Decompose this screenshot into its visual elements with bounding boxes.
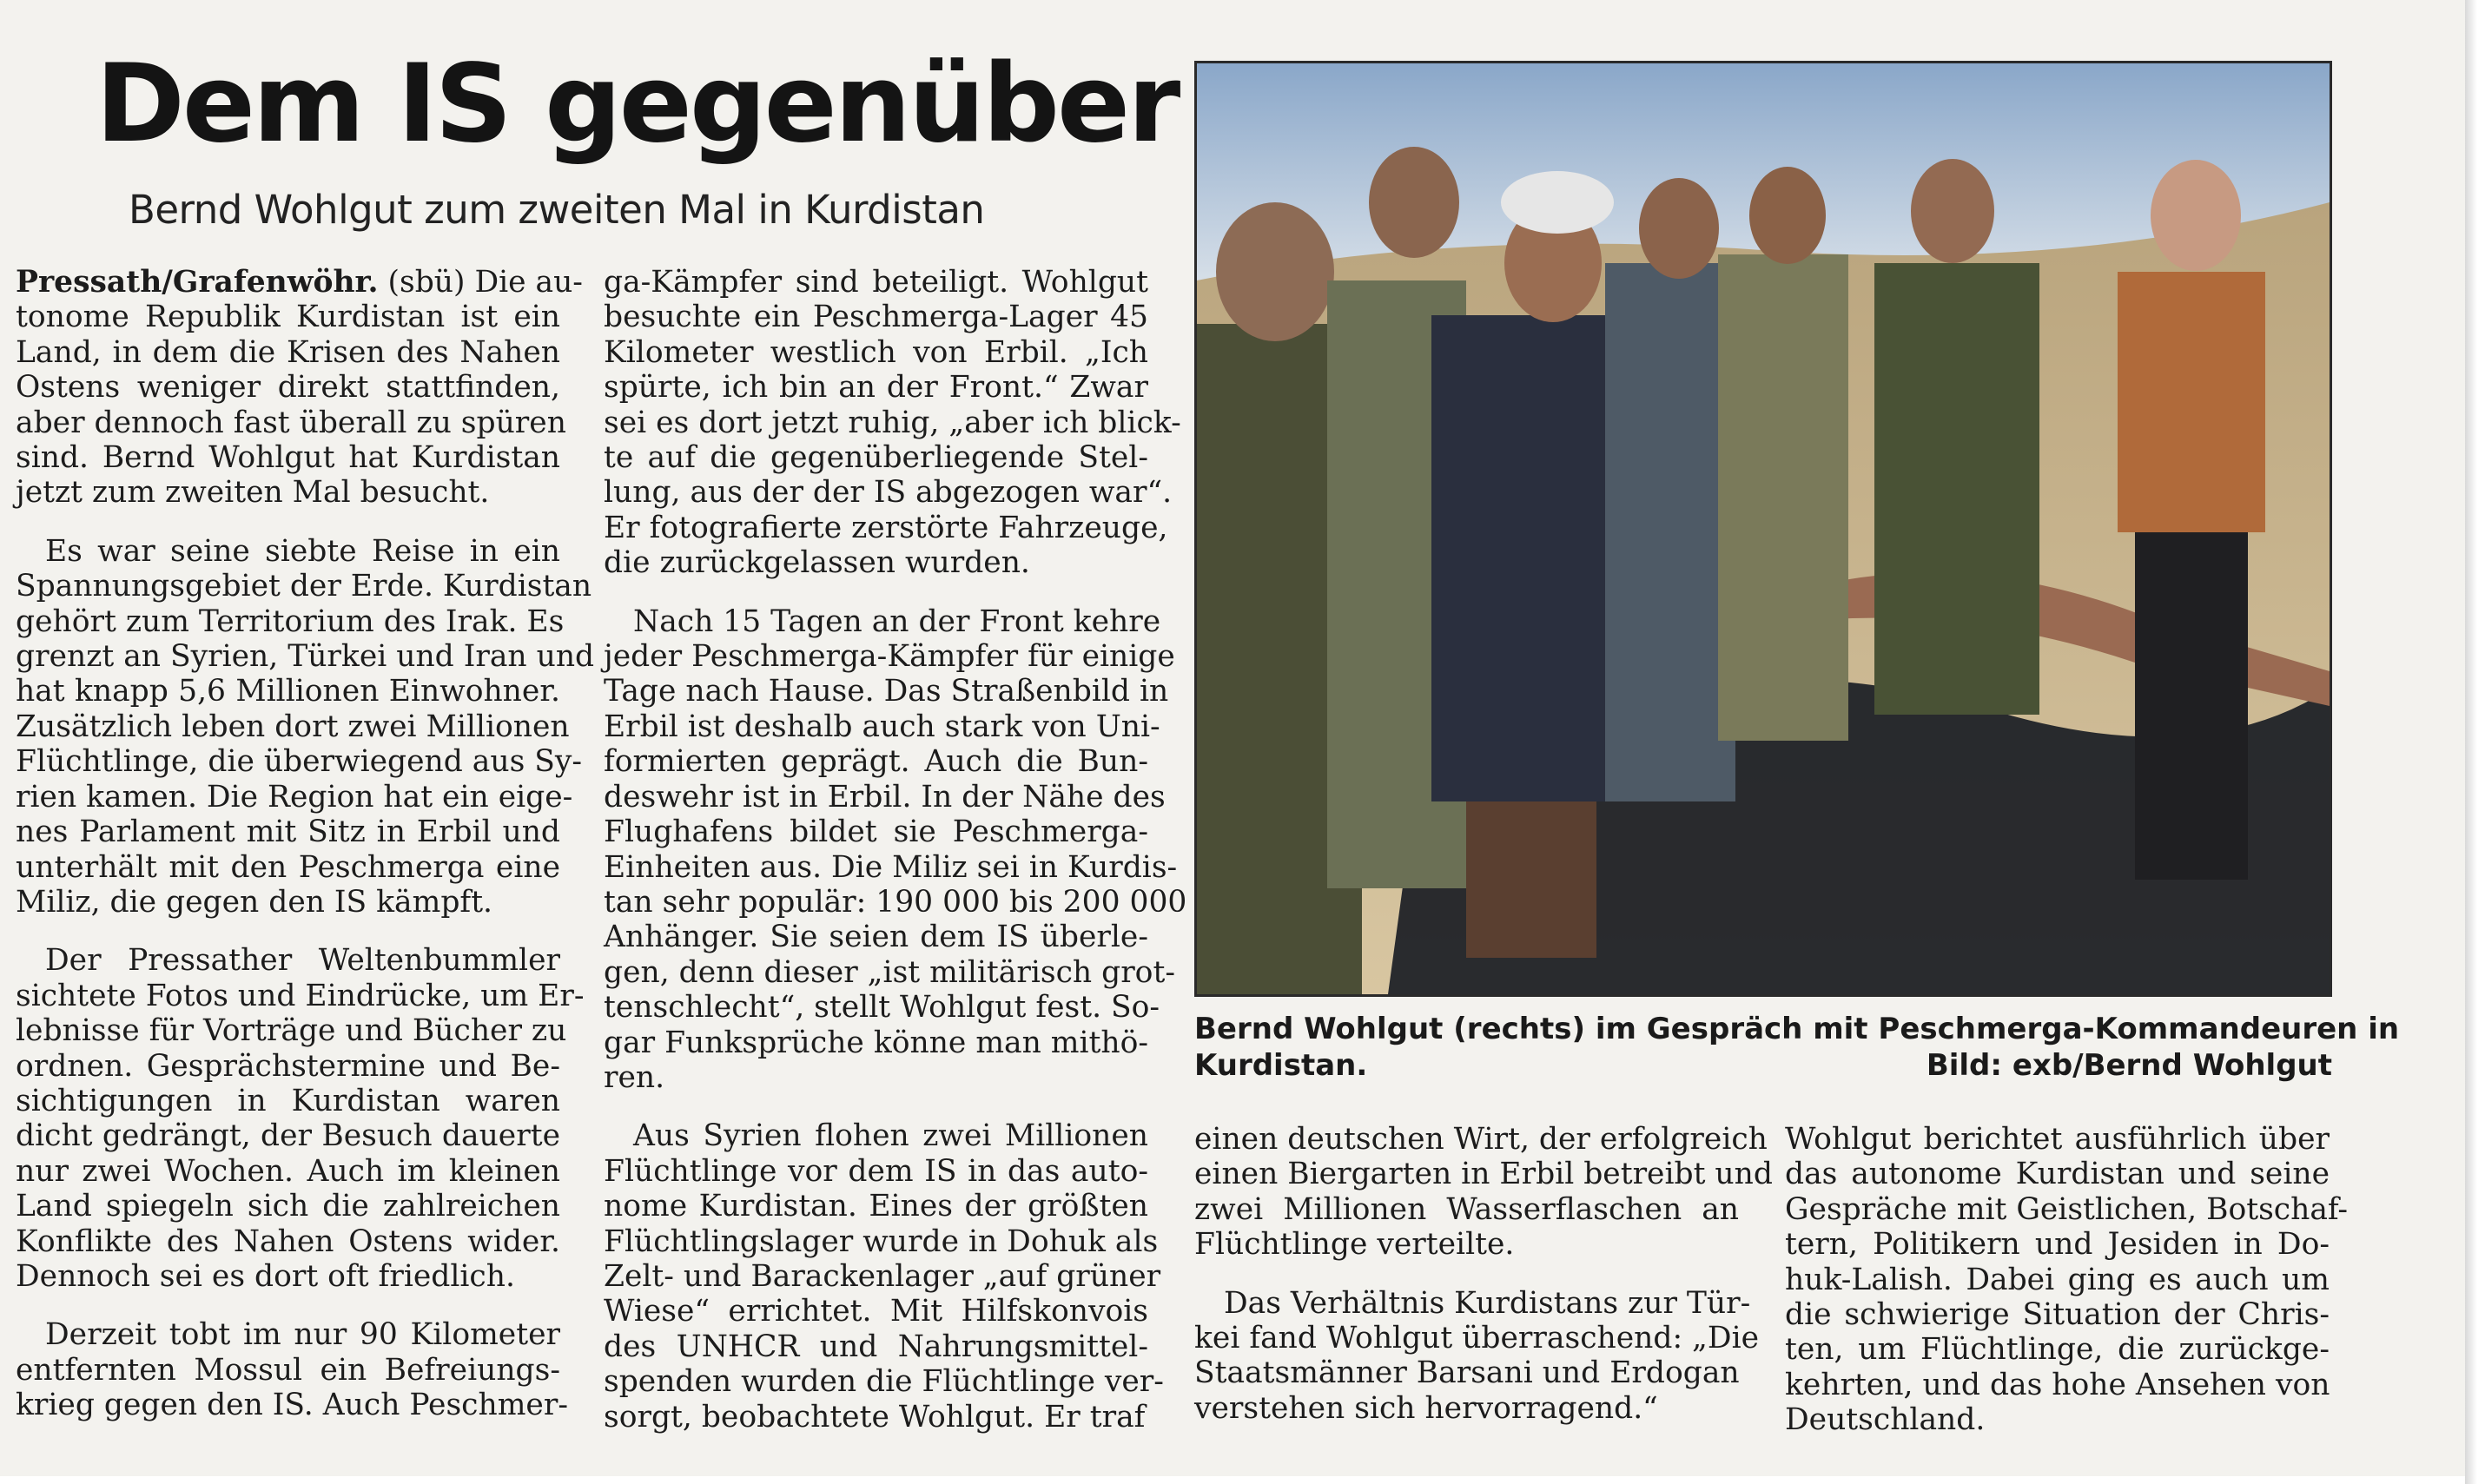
text-line: huk-Lalish. Dabei ging es auch um [1785, 1262, 2330, 1297]
subheadline: Bernd Wohlgut zum zweiten Mal in Kurdistan [129, 187, 985, 233]
text-line: Tage nach Hause. Das Straßenbild in [604, 674, 1169, 709]
photo-caption [1194, 1011, 2400, 1084]
text-line: Anhänger. Sie seien dem IS überle- [604, 920, 1148, 955]
caption-line-1: Bernd Wohlgut (rechts) im Gespräch mit Peschmerga-Kommandeuren in [1194, 1012, 2400, 1046]
article-column-4 [1785, 1122, 2349, 1438]
text-line: spürte, ich bin an der Front.“ Zwar [604, 370, 1148, 406]
text-line: ordnen. Gesprächstermine und Be- [16, 1048, 560, 1084]
text-line: krieg gegen den IS. Auch Peschmer- [16, 1388, 568, 1423]
text-line: tonome Republik Kurdistan ist ein [16, 300, 560, 335]
figure-soldier-3 [1605, 178, 1735, 801]
scan-edge [2465, 0, 2485, 1484]
text-line: Derzeit tobt im nur 90 Kilometer [45, 1317, 560, 1353]
text-line: Aus Syrien flohen zwei Millionen [633, 1118, 1148, 1154]
text-line: ten, um Flüchtlinge, die zurückge- [1785, 1332, 2330, 1368]
text-line: jeder Peschmerga-Kämpfer für einige [604, 639, 1175, 675]
text-line: grenzt an Syrien, Türkei und Iran und [16, 639, 595, 675]
text-line: Miliz, die gegen den IS kämpft. [16, 884, 493, 920]
dateline: Pressath/Grafenwöhr. [16, 265, 379, 300]
text-line: sichtete Fotos und Eindrücke, um Er- [16, 978, 585, 1013]
text-line: Flüchtlinge, die überwiegend aus Sy- [16, 744, 583, 780]
article-column-3 [1194, 1122, 1773, 1426]
text-line: Deutschland. [1785, 1402, 1986, 1438]
text-line: lebnisse für Vorträge und Bücher zu [16, 1013, 567, 1049]
text-line: Erbil ist deshalb auch stark von Uni- [604, 709, 1160, 744]
text-line: Land spiegeln sich die zahlreichen [16, 1189, 560, 1224]
text-line: Konflikte des Nahen Ostens wider. [16, 1223, 560, 1259]
text-line: Kilometer westlich von Erbil. „Ich [604, 334, 1148, 370]
text-line: spenden wurden die Flüchtlinge ver- [604, 1364, 1164, 1400]
text-line: jetzt zum zweiten Mal besucht. [16, 475, 490, 511]
text-line: Zelt- und Barackenlager „auf grüner [604, 1258, 1161, 1294]
text-line: nes Parlament mit Sitz in Erbil und [16, 815, 560, 850]
text-line: Der Pressather Weltenbummler [45, 943, 560, 979]
text-line: einen deutschen Wirt, der erfolgreich [1194, 1122, 1768, 1157]
text-line: gar Funksprüche könne man mithö- [604, 1025, 1149, 1060]
text-line: gen, denn dieser „ist militärisch grot- [604, 954, 1175, 990]
text-line: entfernten Mossul ein Befreiungs- [16, 1352, 560, 1388]
text-line: Einheiten aus. Die Miliz sei in Kurdis- [604, 849, 1178, 885]
text-line: unterhält mit den Peschmerga eine [16, 849, 560, 885]
text-line: Er fotografierte zerstörte Fahrzeuge, [604, 510, 1168, 545]
text-line: kehrten, und das hohe Ansehen von [1785, 1367, 2330, 1402]
text-line: Flughafens bildet sie Peschmerga- [604, 815, 1148, 850]
text-line: rien kamen. Die Region hat ein eige- [16, 779, 573, 815]
text-line: sorgt, beobachtete Wohlgut. Er traf [604, 1399, 1146, 1435]
text-line: Es war seine siebte Reise in ein [45, 533, 560, 569]
text-line: formierten geprägt. Auch die Bun- [604, 744, 1148, 780]
text-line: Pressath/Grafenwöhr. (sbü) Die au- [16, 265, 583, 300]
text-line: das autonome Kurdistan und seine [1785, 1157, 2330, 1192]
text-line: tern, Politikern und Jesiden in Do- [1785, 1227, 2330, 1263]
text-line: verstehen sich hervorragend.“ [1194, 1390, 1658, 1426]
article-column-1 [16, 265, 595, 1423]
article-photo [1194, 61, 2332, 997]
text-line: Ostens weniger direkt stattfinden, [16, 370, 560, 406]
text-line: die schwierige Situation der Chris- [1785, 1297, 2330, 1333]
caption-line-2: Kurdistan. [1194, 1048, 1368, 1083]
text-line: deswehr ist in Erbil. In der Nähe des [604, 779, 1166, 815]
text-line: tan sehr populär: 190 000 bis 200 000 [604, 884, 1187, 920]
text-line: kei fand Wohlgut überraschend: „Die [1194, 1321, 1760, 1356]
text-line: dicht gedrängt, der Besuch dauerte [16, 1118, 560, 1154]
headline: Dem IS gegenüber [96, 42, 1179, 167]
text-line: sind. Bernd Wohlgut hat Kurdistan [16, 440, 560, 476]
text-line: besuchte ein Peschmerga-Lager 45 [604, 300, 1148, 335]
text-line: sei es dort jetzt ruhig, „aber ich blick- [604, 405, 1181, 440]
text-line: Dennoch sei es dort oft friedlich. [16, 1258, 515, 1294]
text-line: ren. [604, 1059, 665, 1095]
text-line: sichtigungen in Kurdistan waren [16, 1083, 560, 1118]
text-line: hat knapp 5,6 Millionen Einwohner. [16, 674, 560, 709]
text-line: nur zwei Wochen. Auch im kleinen [16, 1153, 560, 1189]
text-line: te auf die gegenüberliegende Stel- [604, 440, 1148, 476]
text-line: des UNHCR und Nahrungsmittel- [604, 1329, 1148, 1364]
text-line: die zurückgelassen wurden. [604, 545, 1030, 581]
text-line: aber dennoch fast überall zu spüren [16, 405, 566, 440]
text-line: einen Biergarten in Erbil betreibt und [1194, 1157, 1773, 1192]
text-line: zwei Millionen Wasserflaschen an [1194, 1191, 1739, 1227]
text-line: Zusätzlich leben dort zwei Millionen [16, 709, 570, 744]
text-line: lung, aus der der IS abgezogen war“. [604, 475, 1173, 511]
text-line: nome Kurdistan. Eines der größten [604, 1189, 1148, 1224]
text-line: Flüchtlinge verteilte. [1194, 1227, 1515, 1263]
text-line: Flüchtlingslager wurde in Dohuk als [604, 1223, 1159, 1259]
photo-credit: Bild: exb/Bernd Wohlgut [1926, 1048, 2332, 1083]
text-line: tenschlecht“, stellt Wohlgut fest. So- [604, 990, 1160, 1026]
text-line: Staatsmänner Barsani und Erdogan [1194, 1355, 1740, 1391]
text-line: Wiese“ errichtet. Mit Hilfskonvois [604, 1294, 1148, 1329]
text-line: Spannungsgebiet der Erde. Kurdistan [16, 569, 592, 604]
text-line: Flüchtlinge vor dem IS in das auto- [604, 1153, 1148, 1189]
text-line: Wohlgut berichtet ausführlich über [1785, 1122, 2330, 1157]
text-line: Land, in dem die Krisen des Nahen [16, 334, 560, 370]
text-line: ga-Kämpfer sind beteiligt. Wohlgut [604, 265, 1148, 300]
text-line: Gespräche mit Geistlichen, Botschaf- [1785, 1191, 2349, 1227]
text-line: Nach 15 Tagen an der Front kehre [633, 603, 1161, 639]
article-column-2 [604, 265, 1187, 1435]
text-line: gehört zum Territorium des Irak. Es [16, 603, 565, 639]
text-line: Das Verhältnis Kurdistans zur Tür- [1224, 1285, 1751, 1321]
